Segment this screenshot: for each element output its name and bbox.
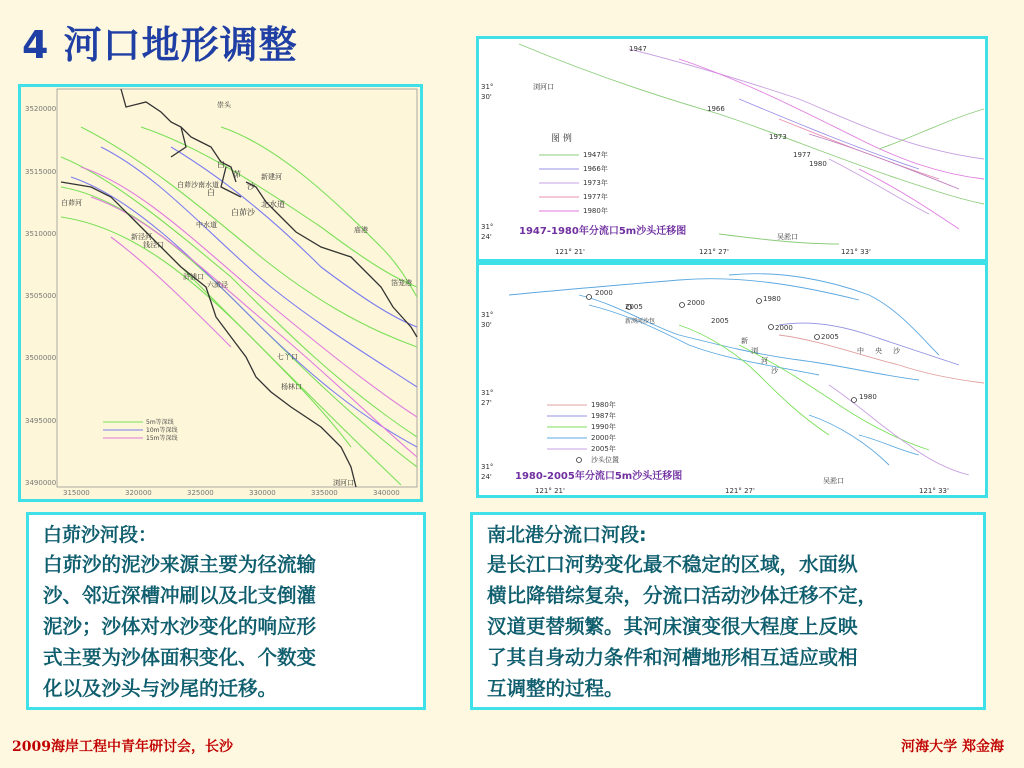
footer-author: 河海大学 郑金海 (901, 739, 1004, 755)
place-label: 沙 (771, 367, 778, 375)
place-label: 浏 (751, 347, 758, 355)
place-label: 杨林口 (281, 383, 302, 391)
box-right-body (487, 549, 973, 704)
baimaosha-bathymetry-map (18, 84, 423, 502)
y-tick: 3495000 (25, 417, 57, 425)
shoal-head-migration-map-1947-1980 (476, 36, 988, 262)
legend-item: 1977年 (583, 193, 608, 201)
legend-item: 1980年 (583, 207, 608, 215)
legend-item: 1987年 (591, 412, 616, 420)
place-label: 央 (875, 347, 882, 355)
box-left-heading: 白茆沙河段： (43, 524, 158, 546)
x-tick: 121° 21' (555, 248, 585, 256)
legend-item: 1990年 (591, 423, 616, 431)
place-label: 新建河 (261, 173, 282, 181)
year-label: 2000 (595, 289, 613, 297)
tr-legend (539, 132, 608, 215)
box-right-line: 互调整的过程。 (487, 677, 624, 700)
migration-lines-br (509, 274, 984, 475)
place-label: 沙 (893, 347, 900, 355)
place-label: 茆 (233, 170, 241, 179)
box-left-body (43, 549, 413, 704)
y-tick: 24' (481, 233, 492, 241)
y-tick: 3515000 (25, 168, 57, 176)
box-left-line: 化以及沙头与沙尾的迁移。 (43, 677, 278, 700)
place-label-wusongkou: 吴淞口 (823, 477, 844, 485)
box-left-line: 泥沙；沙体对水沙变化的响应形 (43, 615, 317, 638)
year-label: 2000 (687, 299, 705, 307)
place-label: 白 (207, 188, 215, 197)
place-label: 河 (761, 357, 768, 365)
x-tick: 121° 33' (919, 487, 949, 495)
legend-item: 1947年 (583, 151, 608, 159)
footer-conference: 2009海岸工程中青年研讨会，长沙 (12, 739, 233, 755)
place-label: 浒浦口 (183, 273, 204, 281)
y-tick: 3490000 (25, 479, 57, 487)
tr-map-caption: 1947-1980年分流口5m沙头迁移图 (519, 226, 687, 237)
place-label: 中水道 (196, 221, 217, 229)
box-right-line: 汊道更替频繁。其河床演变很大程度上反映 (487, 615, 858, 638)
place-label: 新泾河 (131, 233, 152, 241)
place-label-wusongkou: 吴淞口 (777, 233, 798, 241)
place-label: 白茆沙南水道 (177, 181, 219, 189)
left-map-legend (103, 418, 177, 442)
y-tick: 30' (481, 321, 492, 329)
y-tick: 3510000 (25, 230, 57, 238)
place-label: 六滧泾 (207, 281, 228, 289)
legend-item: 1973年 (583, 179, 608, 187)
place-label: 新 (741, 337, 748, 345)
place-label: 崇头 (217, 101, 231, 109)
y-tick: 3500000 (25, 354, 57, 362)
x-tick: 335000 (311, 489, 338, 497)
place-label: 七丫口 (277, 353, 298, 361)
legend-15m: 15m等深线 (146, 435, 178, 442)
year-label: 1966 (707, 105, 725, 113)
x-tick: 121° 21' (535, 487, 565, 495)
y-tick: 30' (481, 93, 492, 101)
box-right-line: 横比降错综复杂，分流口活动沙体迁移不定， (487, 584, 878, 607)
year-label: 1947 (629, 45, 647, 53)
slide-title: 4 河口地形调整 (22, 23, 298, 67)
y-tick: 31° (481, 463, 494, 471)
place-label: 白 (217, 160, 225, 169)
left-map-svg (21, 87, 420, 499)
box-left-line: 白茆沙的泥沙来源主要为径流输 (43, 553, 317, 576)
year-label: 2005 (625, 303, 643, 311)
nanbeigang-description-box (470, 512, 986, 710)
y-tick: 27' (481, 399, 492, 407)
legend-item: 2000年 (591, 434, 616, 442)
box-right-line: 了其自身动力条件和河槽地形相互适应或相 (487, 646, 858, 669)
year-label: 1980 (859, 393, 877, 401)
year-label: 1973 (769, 133, 787, 141)
year-label: 2005 (821, 333, 839, 341)
x-tick: 121° 33' (841, 248, 871, 256)
y-tick: 24' (481, 473, 492, 481)
x-tick: 330000 (249, 489, 276, 497)
place-label: 中 (857, 347, 864, 355)
place-label: 北水道 (261, 200, 285, 209)
legend-title: 图 例 (551, 134, 572, 144)
x-tick: 315000 (63, 489, 90, 497)
shoal-head-migration-map-1980-2005 (476, 262, 988, 498)
place-label: 沙 (247, 182, 255, 191)
y-tick: 3520000 (25, 105, 57, 113)
year-label: 1980 (763, 295, 781, 303)
box-right-line: 是长江口河势变化最不稳定的区域，水面纵 (487, 553, 858, 576)
baimaosha-description-box (26, 512, 426, 710)
legend-item: 2005年 (591, 445, 616, 453)
year-label: 1980 (809, 160, 827, 168)
x-tick: 325000 (187, 489, 214, 497)
place-label: 浏河口 (333, 479, 354, 487)
legend-item: 1966年 (583, 165, 608, 173)
box-left-line: 沙、邻近深槽冲刷以及北支倒灌 (43, 584, 317, 607)
x-tick: 340000 (373, 489, 400, 497)
year-label: 1977 (793, 151, 811, 159)
y-tick: 31° (481, 83, 494, 91)
year-label: 2000 (775, 324, 793, 332)
place-label: 庙港 (354, 226, 368, 234)
place-label: 白茆沙 (231, 208, 255, 217)
y-tick: 3505000 (25, 292, 57, 300)
y-tick: 31° (481, 389, 494, 397)
place-label: 钱泾口 (143, 241, 164, 249)
x-tick: 320000 (125, 489, 152, 497)
x-tick: 121° 27' (699, 248, 729, 256)
br-map-caption: 1980-2005年分流口5m沙头迁移图 (515, 471, 683, 482)
box-left-line: 式主要为沙体面积变化、个数变 (43, 646, 317, 669)
y-tick: 31° (481, 311, 494, 319)
y-tick: 31° (481, 223, 494, 231)
br-legend (547, 400, 619, 464)
x-tick: 121° 27' (725, 487, 755, 495)
tr-map-svg (479, 39, 985, 259)
year-label: 2005 (711, 317, 729, 325)
place-label-liuhekou: 浏河口 (533, 83, 554, 91)
legend-10m: 10m等深线 (146, 427, 178, 434)
place-label: 新浏河沙包 (625, 318, 656, 325)
legend-5m: 5m等深线 (146, 419, 174, 426)
place-label: 箔笼港 (391, 279, 412, 287)
place-label: 白茆河 (61, 199, 82, 207)
legend-item: 沙头位置 (591, 456, 619, 464)
br-map-svg (479, 265, 985, 495)
legend-item: 1980年 (591, 401, 616, 409)
box-right-heading: 南北港分流口河段: (487, 524, 647, 546)
